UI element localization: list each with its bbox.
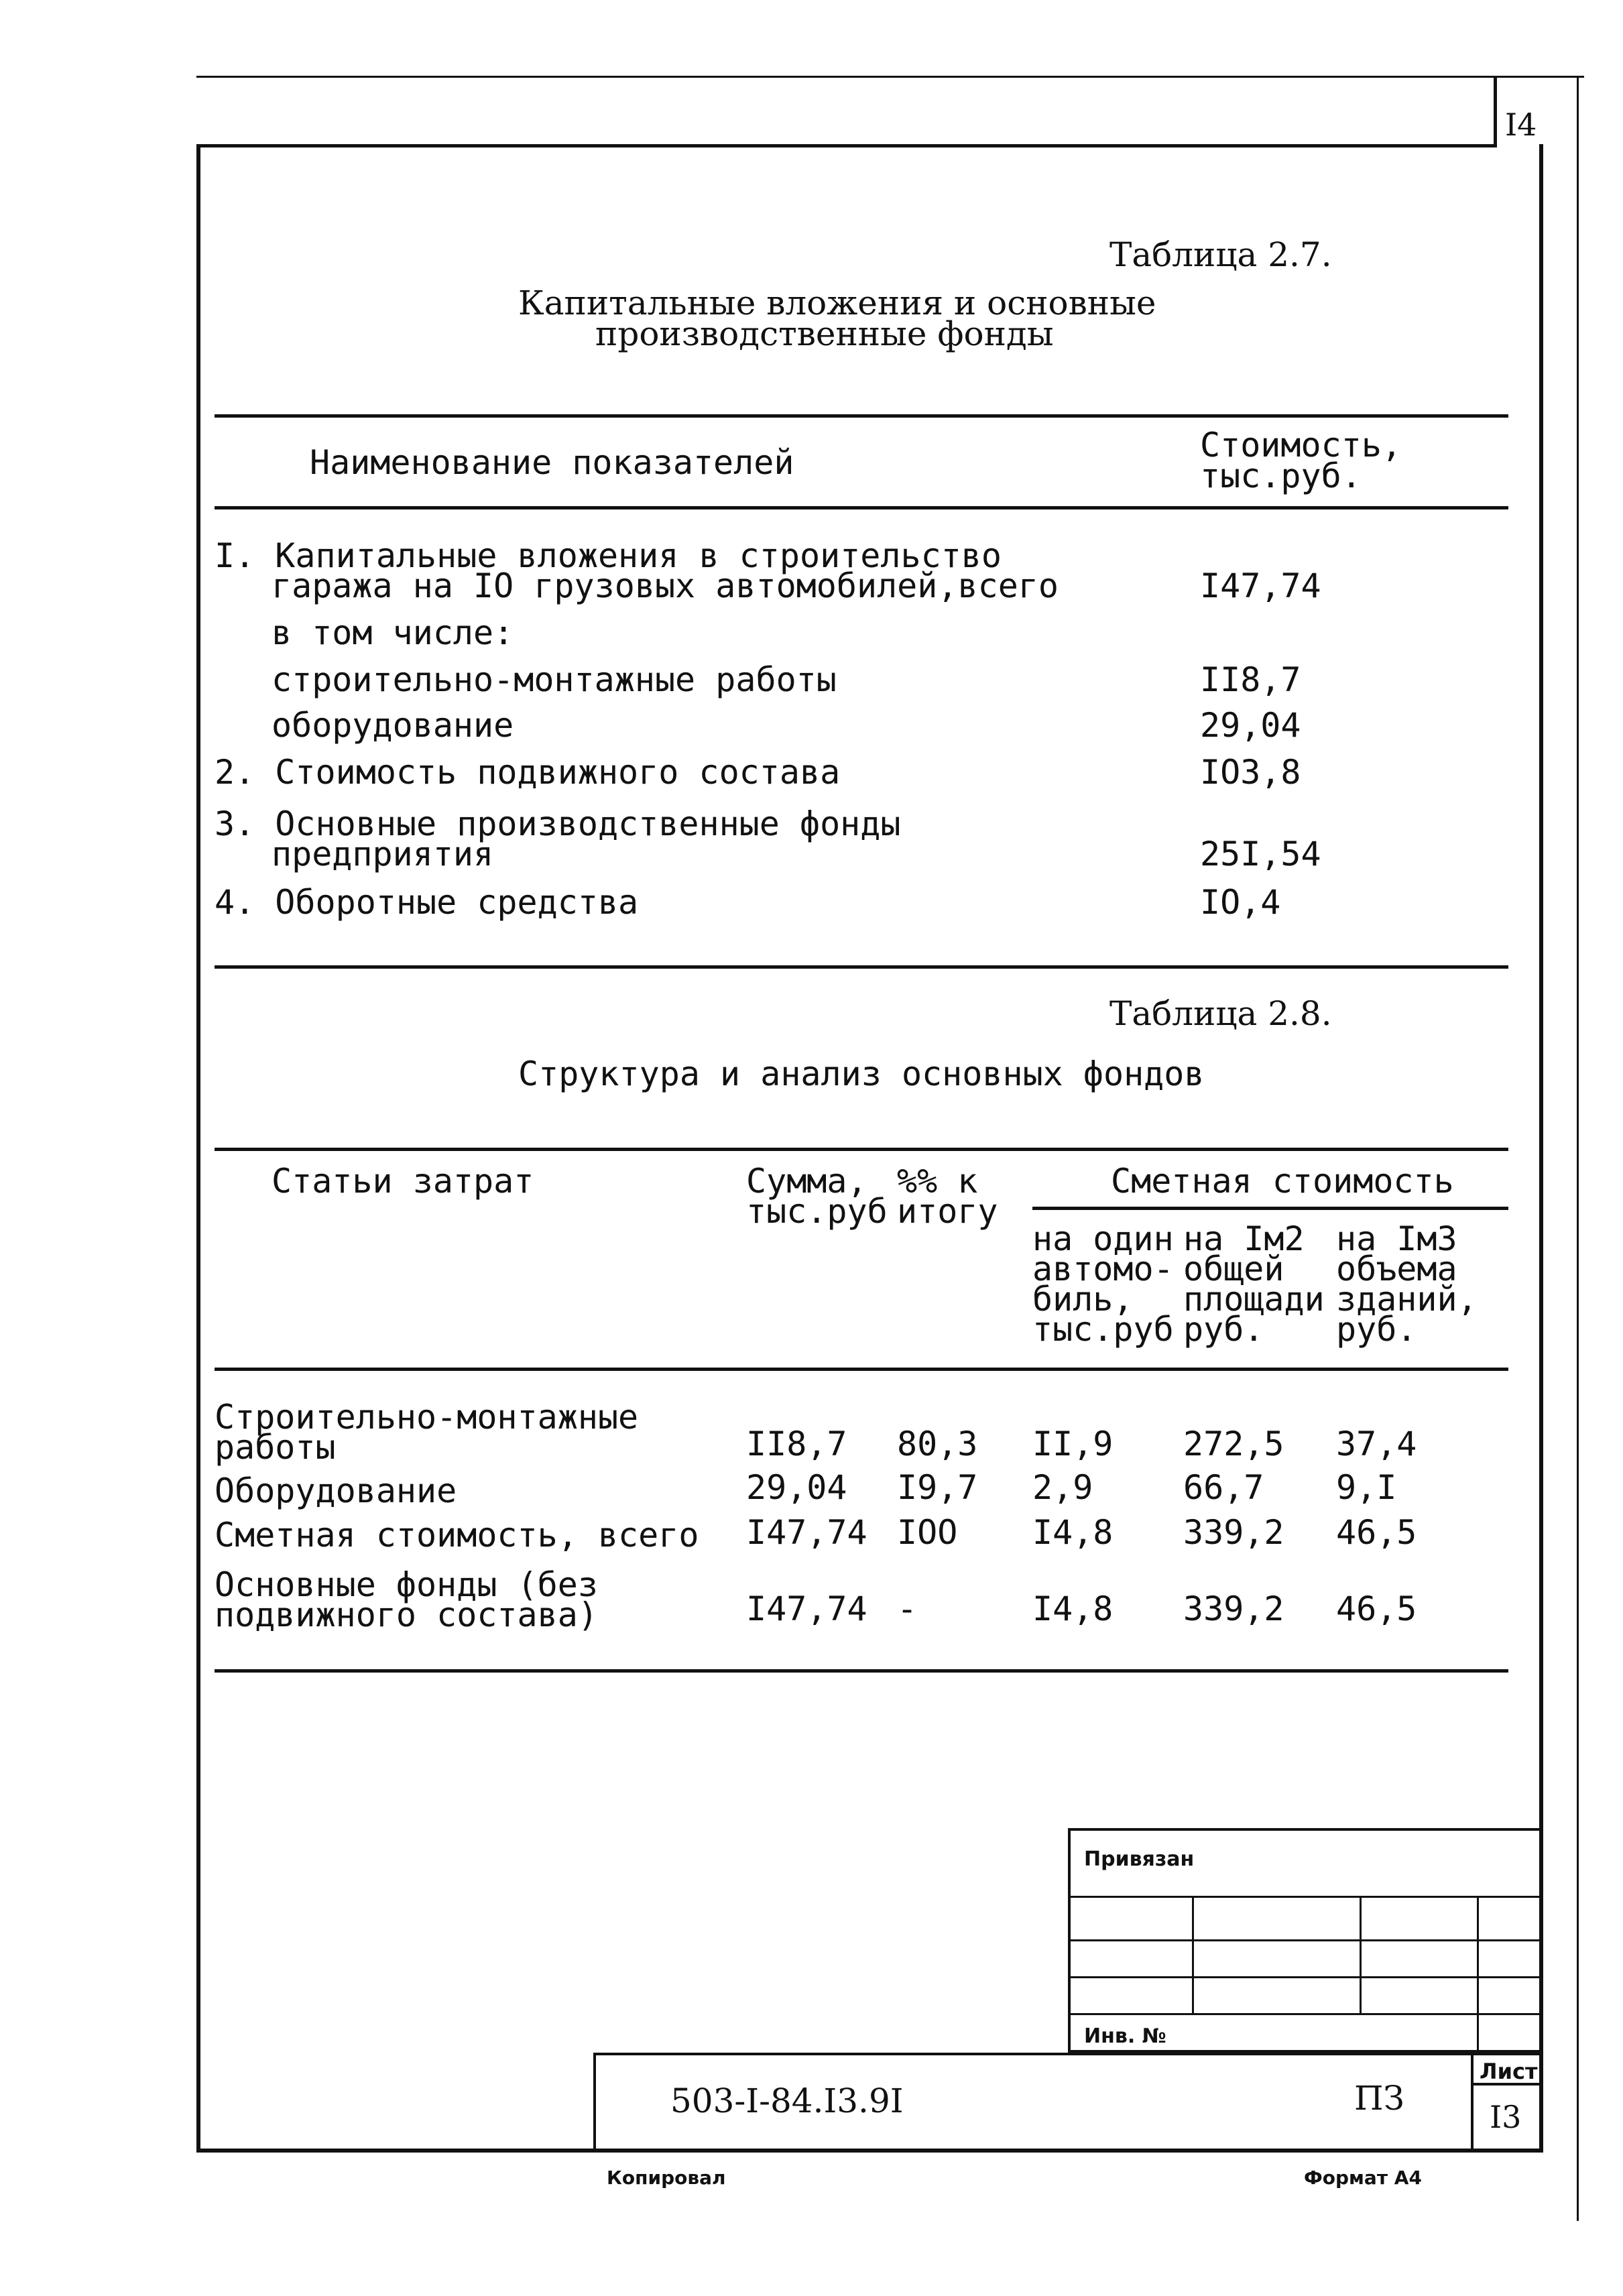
frame-top xyxy=(196,144,1494,147)
t28-row2-per-car: 2,9 xyxy=(1032,1468,1093,1507)
t28-row2-line1: Оборудование xyxy=(215,1471,457,1510)
sheet-col-line xyxy=(1471,2053,1474,2152)
t28-row3-per-m2: 339,2 xyxy=(1183,1513,1284,1552)
t28-row2-per-m3: 9,I xyxy=(1336,1468,1397,1507)
t27-row6-line1: 3. Основные производственные фонды xyxy=(215,804,901,843)
t28-sub1-line4: тыс.руб xyxy=(1032,1310,1174,1349)
t28-row1-sum: II8,7 xyxy=(746,1425,847,1463)
privyazan-col-line1 xyxy=(1192,1896,1194,2015)
t28-row4-per-car: I4,8 xyxy=(1032,1589,1114,1628)
t27-row5-line1: 2. Стоимость подвижного состава xyxy=(215,753,841,792)
t28-row3-per-m3: 46,5 xyxy=(1336,1513,1417,1552)
table-2-7-label: Таблица 2.7. xyxy=(1109,235,1332,274)
t28-row1-line1: Строительно-монтажные xyxy=(215,1398,639,1437)
privyazan-col-line2 xyxy=(1360,1896,1362,2015)
t28-sub2-line4: руб. xyxy=(1183,1310,1264,1349)
t28-header-col3-line2: итогу xyxy=(897,1192,998,1231)
section-code: ПЗ xyxy=(1354,2079,1404,2118)
t28-row4-line2: подвижного состава) xyxy=(215,1595,598,1634)
t27-row5-value: IO3,8 xyxy=(1200,753,1301,792)
t27-row4-value: 29,04 xyxy=(1200,706,1301,745)
t27-row7-line1: 4. Оборотные средства xyxy=(215,883,639,922)
privyazan-row-line3 xyxy=(1068,1976,1543,1978)
t28-header-col2-line1: Сумма, xyxy=(746,1162,867,1201)
format-label: Формат А4 xyxy=(1304,2167,1422,2189)
t28-row2-sum: 29,04 xyxy=(746,1468,847,1507)
table-2-7-title-line2: производственные фонды xyxy=(595,314,1054,353)
t28-row2-pct: I9,7 xyxy=(897,1468,978,1507)
t27-row6-line2: предприятия xyxy=(272,835,494,873)
t28-header-col3-line1: %% к xyxy=(897,1162,978,1201)
privyazan-row-line2 xyxy=(1068,1939,1543,1941)
table-2-8-bottom-rule xyxy=(215,1669,1508,1673)
t28-row1-line2: работы xyxy=(215,1428,336,1467)
t28-sub2-line1: на Iм2 xyxy=(1183,1219,1305,1258)
t28-row4-line1: Основные фонды (без xyxy=(215,1565,598,1604)
sheet-label: Лист xyxy=(1480,2059,1538,2084)
t28-row3-line1: Сметная стоимость, всего xyxy=(215,1516,699,1555)
t27-row1-value: I47,74 xyxy=(1200,566,1321,605)
table-2-8-title: Структура и анализ основных фондов xyxy=(518,1054,1205,1093)
table-2-7-header-name: Наименование показателей xyxy=(310,443,794,482)
t28-row3-pct: IOO xyxy=(897,1513,958,1552)
t28-row4-per-m2: 339,2 xyxy=(1183,1589,1284,1628)
t27-row1-line2: гаража на IO грузовых автомобилей,всего xyxy=(272,566,1059,605)
table-2-8-header-rule xyxy=(215,1368,1508,1371)
page-right-edge xyxy=(1577,76,1579,2221)
t28-sub3-line3: зданий, xyxy=(1336,1280,1478,1319)
frame-left xyxy=(196,144,200,2152)
t28-sub3-line1: на Iм3 xyxy=(1336,1219,1457,1258)
t27-row3-value: II8,7 xyxy=(1200,660,1301,699)
t27-row1-line1: I. Капитальные вложения в строительство xyxy=(215,536,1002,575)
t27-row2-line1: в том числе: xyxy=(272,613,514,652)
t27-row6-value: 25I,54 xyxy=(1200,835,1321,873)
t28-group-rule xyxy=(1032,1207,1508,1210)
t28-row4-per-m3: 46,5 xyxy=(1336,1589,1417,1628)
t28-row3-per-car: I4,8 xyxy=(1032,1513,1114,1552)
table-2-7-title-line1: Капитальные вложения и основные xyxy=(518,284,1156,322)
t27-row4-line1: оборудование xyxy=(272,706,514,745)
privyazan-label: Привязан xyxy=(1084,1848,1195,1871)
page-number-box-left xyxy=(1494,76,1497,147)
table-2-7-header-cost-line2: тыс.руб. xyxy=(1200,457,1362,495)
t28-sub3-line2: объема xyxy=(1336,1250,1457,1288)
t28-header-group: Сметная стоимость xyxy=(1111,1162,1454,1201)
sheet-number: I3 xyxy=(1490,2099,1522,2135)
doc-code: 503-I-84.I3.9I xyxy=(670,2081,904,2120)
privyazan-col-line3 xyxy=(1477,1896,1479,2053)
t28-header-col1: Статьи затрат xyxy=(272,1162,534,1201)
t28-row1-per-m2: 272,5 xyxy=(1183,1425,1284,1463)
t28-sub1-line1: на один xyxy=(1032,1219,1174,1258)
privyazan-row-line1 xyxy=(1068,1896,1543,1898)
table-2-8-top-rule xyxy=(215,1148,1508,1151)
top-edge-line xyxy=(196,76,1584,78)
t28-sub1-line2: автомо- xyxy=(1032,1250,1174,1288)
privyazan-row-line4 xyxy=(1068,2013,1543,2015)
inv-no-label: Инв. № xyxy=(1084,2025,1166,2048)
kopiroval-label: Копировал xyxy=(607,2167,726,2189)
t28-sub3-line4: руб. xyxy=(1336,1310,1417,1349)
t27-row3-line1: строительно-монтажные работы xyxy=(272,660,837,699)
t28-row4-sum: I47,74 xyxy=(746,1589,867,1628)
t28-row1-pct: 80,3 xyxy=(897,1425,978,1463)
t28-row2-per-m2: 66,7 xyxy=(1183,1468,1264,1507)
t28-row4-pct: - xyxy=(897,1589,918,1628)
t28-row1-per-car: II,9 xyxy=(1032,1425,1114,1463)
table-2-7-header-rule xyxy=(215,506,1508,509)
table-2-7-top-rule xyxy=(215,414,1508,418)
table-2-8-label: Таблица 2.8. xyxy=(1109,994,1332,1033)
t27-row7-value: IO,4 xyxy=(1200,883,1281,922)
t28-row1-per-m3: 37,4 xyxy=(1336,1425,1417,1463)
page-number: I4 xyxy=(1505,107,1537,143)
t28-header-col2-line2: тыс.руб xyxy=(746,1192,888,1231)
t28-row3-sum: I47,74 xyxy=(746,1513,867,1552)
table-2-7-bottom-rule xyxy=(215,965,1508,969)
t28-sub2-line2: общей xyxy=(1183,1250,1284,1288)
t28-sub2-line3: площади xyxy=(1183,1280,1325,1319)
t28-sub1-line3: биль, xyxy=(1032,1280,1134,1319)
table-2-7-header-cost-line1: Стоимость, xyxy=(1200,426,1402,465)
